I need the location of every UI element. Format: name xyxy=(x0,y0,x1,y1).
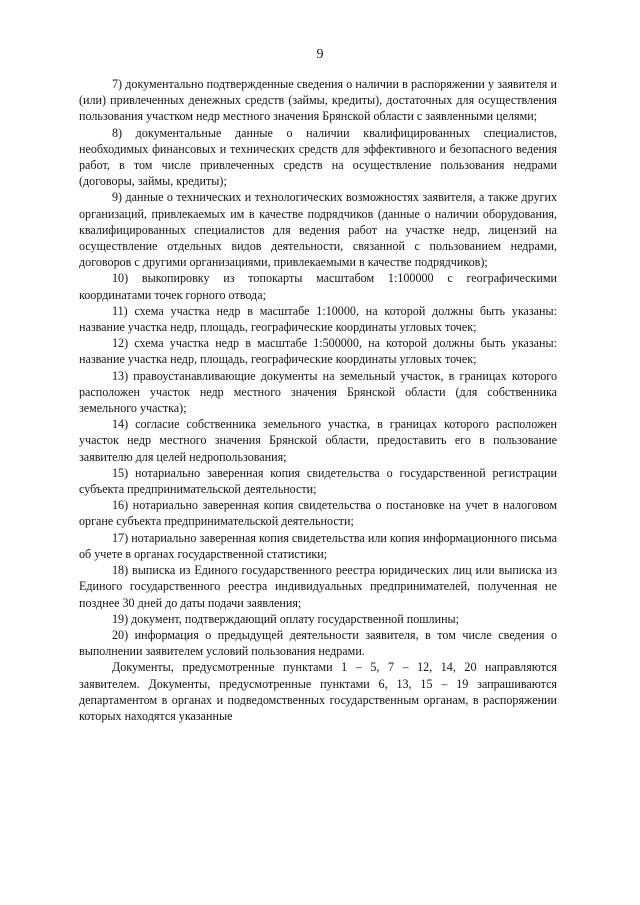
list-item-14: 14) согласие собственника земельного участка, в границах которого расположен участок недр местного значения Брянской области, предоставить его в пользование заявителю для целей недропользования; xyxy=(79,417,557,464)
list-item-11: 11) схема участка недр в масштабе 1:10000, на которой должны быть указаны: название участка недр, площадь, географические координаты угловых точек; xyxy=(79,303,557,335)
list-item-10: 10) выкопировку из топокарты масштабом 1:100000 с географическими координатами точек горного отвода; xyxy=(79,271,557,302)
list-item-16: 16) нотариально заверенная копия свидетельства о постановке на учет в налоговом органе субъекта предпринимательской деятельности; xyxy=(79,498,557,529)
list-item-12: 12) схема участка недр в масштабе 1:500000, на которой должны быть указаны: название участка недр, площадь, географические координаты угловых точек; xyxy=(79,336,557,367)
list-item-15: 15) нотариально заверенная копия свидетельства о государственной регистрации субъекта предпринимательской деятельности; xyxy=(79,465,557,497)
list-item-13: 13) правоустанавливающие документы на земельный участок, в границах которого расположен участок недр местного значения Брянской области (для собственника земельного участка); xyxy=(79,368,557,416)
list-item-17: 17) нотариально заверенная копия свидетельства или копия информационного письма об учете в органах государственной статистики; xyxy=(79,530,557,561)
list-item-19: 19) документ, подтверждающий оплату государственной пошлины; xyxy=(112,611,460,626)
list-item-7: 7) документально подтвержденные сведения о наличии в распоряжении у заявителя и (или) привлеченных денежных средств (займы, кредиты), достаточных для осуществления пользования участком недр местного значения Брянской области с заявленными целями; xyxy=(79,77,557,124)
page-number: 9 xyxy=(316,47,324,62)
list-item-9: 9) данные о технических и технологических возможностях заявителя, а также других организаций, привлекаемых им в качестве подрядчиков (данные о наличии оборудования, квалифицированных специалистов для ведения работ на участке недр, лицензий на осуществление отдельных видов деятельности, связанной с пользованием недрами, договоров с другими организациями, привлекаемыми в качестве подрядчиков); xyxy=(79,190,557,270)
document-body xyxy=(79,76,557,724)
list-item-18: 18) выписка из Единого государственного реестра юридических лиц или выписка из Единого государственного реестра индивидуальных предпринимателей, полученная не позднее 30 дней до даты подачи заявления; xyxy=(79,563,557,610)
list-item-20: 20) информация о предыдущей деятельности заявителя, в том числе сведения о выполнении заявителем условий пользования недрами. xyxy=(79,627,557,659)
closing-paragraph: Документы, предусмотренные пунктами 1 – 5, 7 – 12, 14, 20 направляются заявителем. Документы, предусмотренные пунктами 6, 13, 15 – 19 запрашиваются департаментом в органах и подведомственных государственным органам, в распоряжении которых находятся указанные xyxy=(79,660,557,723)
list-item-8: 8) документальные данные о наличии квалифицированных специалистов, необходимых финансовых и технических средств для эффективного и безопасного ведения работ, в том числе привлеченных средств на осуществление пользования недрами (договоры, займы, кредиты); xyxy=(79,125,557,189)
